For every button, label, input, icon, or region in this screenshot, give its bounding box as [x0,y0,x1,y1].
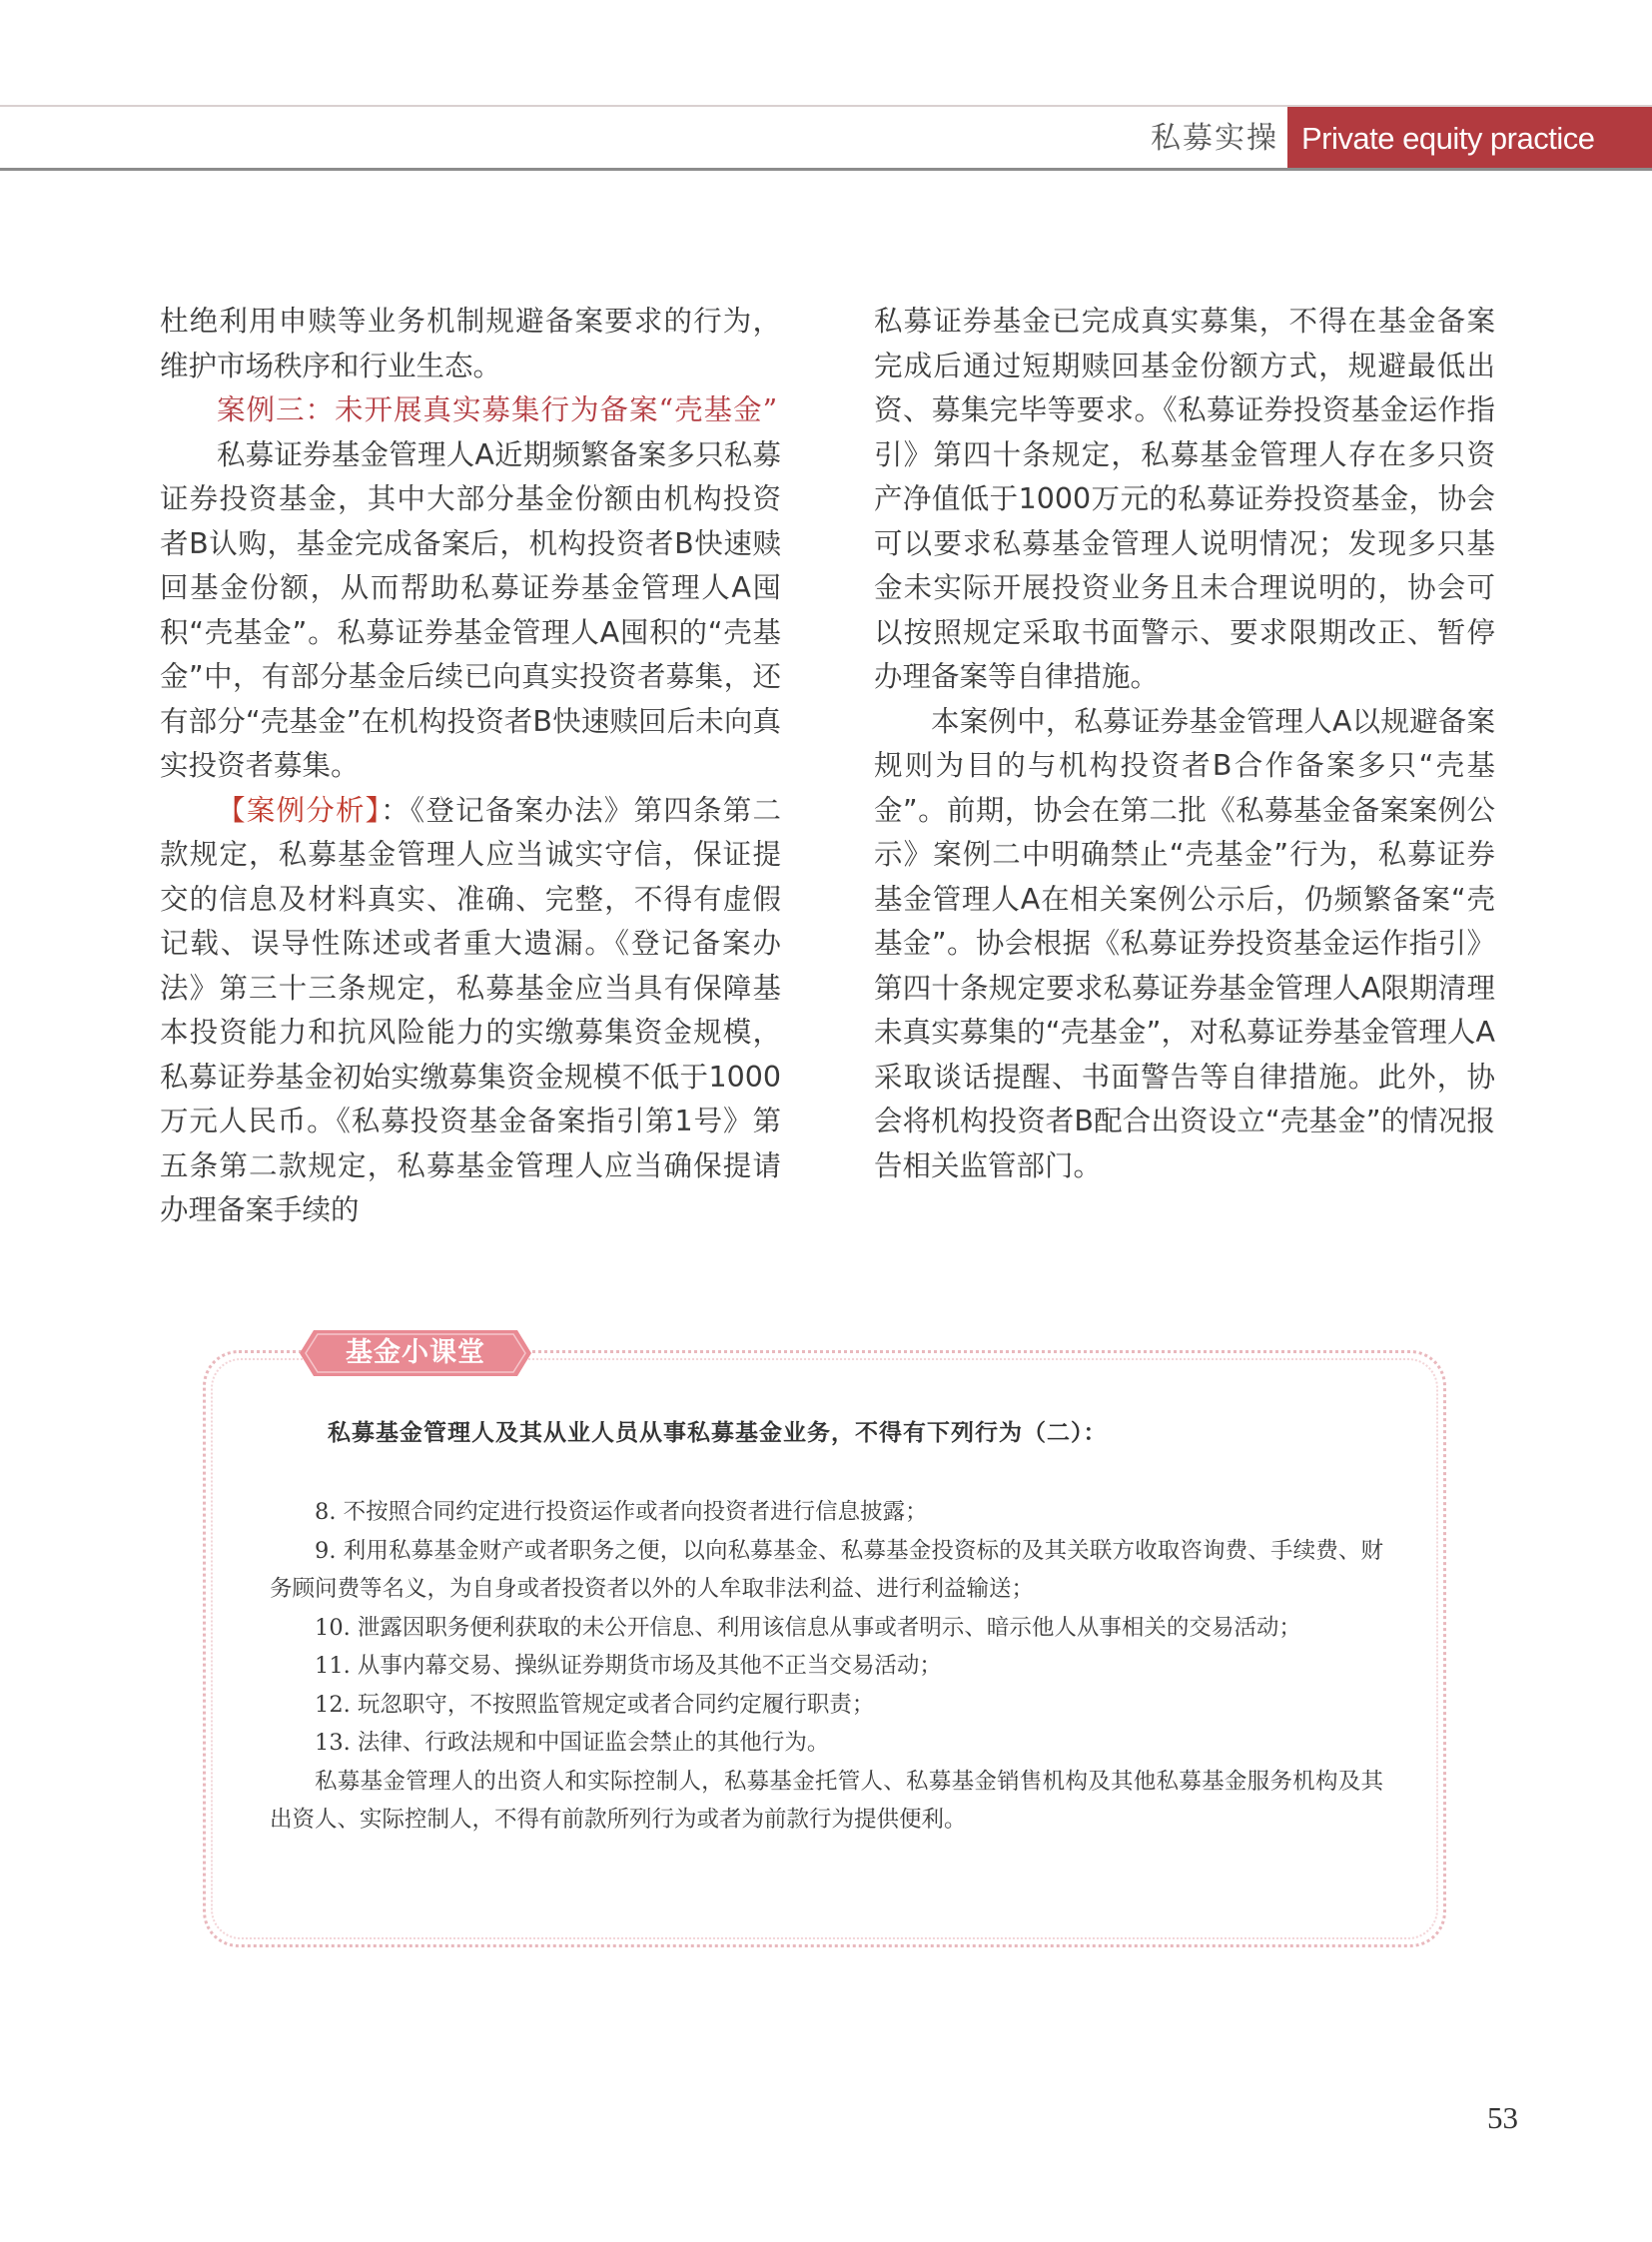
analysis-text: ：《登记备案办法》第四条第二款规定，私募基金管理人应当诚实守信，保证提交的信息及材料真实、准确、完整，不得有虚假记载、误导性陈述或者重大遗漏。《登记备案办法》第三十三条规定，私募基金应当具有保障基本投资能力和抗风险能力的实缴募集资金规模，私募证券基金初始实缴募集资金规模不低于1000万元人民币。《私募投资基金备案指引第1号》第五条第二款规定，私募基金管理人应当确保提请办理备案手续的 [160,793,781,1226]
fund-class-tag [300,1330,531,1376]
page-number: 53 [1487,2100,1518,2135]
paragraph: 本案例中，私募证券基金管理人A以规避备案规则为目的与机构投资者B合作备案多只“壳基金”。前期，协会在第二批《私募基金备案案例公示》案例二中明确禁止“壳基金”行为，私募证券基金管理人A在相关案例公示后，仍频繁备案“壳基金”。协会根据《私募证券投资基金运作指引》第四十条规定要求私募证券基金管理人A限期清理未真实募集的“壳基金”，对私募证券基金管理人A采取谈话提醒、书面警告等自律措施。此外，协会将机构投资者B配合出资设立“壳基金”的情况报告相关监管部门。 [874,704,1495,1182]
paragraph: 私募证券基金管理人A近期频繁备案多只私募证券投资基金，其中大部分基金份额由机构投资者B认购，基金完成备案后，机构投资者B快速赎回基金份额，从而帮助私募证券基金管理人A囤积“壳基金”。私募证券基金管理人A囤积的“壳基金”中，有部分基金后续已向真实投资者募集，还有部分“壳基金”在机构投资者B快速赎回后未向真实投资者募集。 [160,437,781,782]
list-item: 8. 不按照合同约定进行投资运作或者向投资者进行信息披露； [315,1499,928,1525]
analysis-label: 【案例分析】 [217,793,382,827]
list-item: 私募基金管理人的出资人和实际控制人，私募基金托管人、私募基金销售机构及其他私募基金服务机构及其出资人、实际控制人，不得有前款所列行为或者为前款行为提供便利。 [270,1768,1383,1833]
analysis-paragraph [160,789,781,1233]
section-title-en: Private equity practice [1301,120,1595,156]
left-column [160,300,781,1233]
fund-class-tag-label: 基金小课堂 [346,1337,485,1368]
section-title-cn: 私募实操 [1151,121,1278,156]
fund-class-heading: 私募基金管理人及其从业人员从事私募基金业务，不得有下列行为（二）： [328,1419,1108,1446]
paragraph: 私募证券基金已完成真实募集，不得在基金备案完成后通过短期赎回基金份额方式，规避最低出资、募集完毕等要求。《私募证券投资基金运作指引》第四十条规定，私募基金管理人存在多只资产净值低于1000万元的私募证券投资基金，协会可以要求私募基金管理人说明情况；发现多只基金未实际开展投资业务且未合理说明的，协会可以按照规定采取书面警示、要求限期改正、暂停办理备案等自律措施。 [874,305,1495,693]
list-item: 13. 法律、行政法规和中国证监会禁止的其他行为。 [315,1730,830,1756]
case-title-paragraph [160,388,781,433]
paragraph: 杜绝利用申赎等业务机制规避备案要求的行为，维护市场秩序和行业生态。 [160,305,781,382]
list-item: 12. 玩忽职守，不按照监管规定或者合同约定履行职责； [315,1691,875,1718]
case-title: 案例三：未开展真实募集行为备案“壳基金” [217,393,779,426]
header-bottom-rule [0,168,1652,171]
list-item: 9. 利用私募基金财产或者职务之便，以向私募基金、私募基金投资标的及其关联方收取咨询费、手续费、财务顾问费等名义，为自身或者投资者以外的人牟取非法利益、进行利益输送； [270,1537,1383,1602]
list-item: 11. 从事内幕交易、操纵证券期货市场及其他不正当交易活动； [315,1653,942,1679]
section-title-banner [1287,107,1652,170]
list-item: 10. 泄露因职务便利获取的未公开信息、利用该信息从事或者明示、暗示他人从事相关的交易活动； [315,1614,1301,1641]
fund-class-list [270,1493,1383,1840]
right-column [874,300,1495,1188]
